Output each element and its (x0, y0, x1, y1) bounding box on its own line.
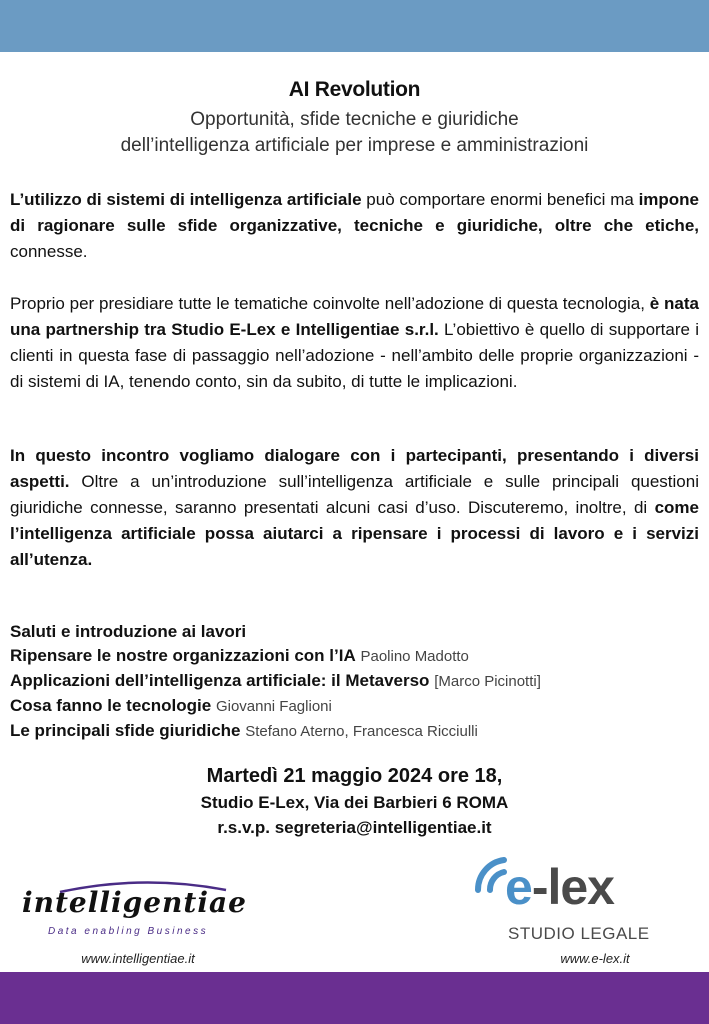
agenda-item (10, 669, 700, 694)
p3-text-1: Oltre a un’introduzione sull’intelligenza artificiale e sulle principali questioni giuridiche connesse, saranno presentati alcuni casi d’uso. Discuteremo, inoltre, di (10, 472, 699, 517)
agenda-item (10, 620, 700, 644)
event-date: Martedì 21 maggio 2024 ore 18, (206, 765, 503, 787)
agenda-title: Applicazioni dell’intelligenza artificiale: il Metaverso (10, 671, 430, 690)
agenda-speaker: [Marco Picinotti] (434, 673, 541, 690)
agenda-title: Cosa fanno le tecnologie (10, 696, 212, 715)
elex-wordmark-e: e (505, 859, 532, 915)
paragraph-meeting (10, 443, 699, 573)
agenda-item (10, 719, 700, 744)
intelligentiae-wordmark: intelligentiae (22, 886, 247, 919)
p3-bold-1: In questo incontro vogliamo dialogare con i partecipanti, presentando i diversi aspetti. (10, 446, 699, 491)
paragraph-partnership (10, 291, 699, 395)
elex-subtitle: STUDIO LEGALE (508, 924, 650, 943)
agenda-speaker: Giovanni Faglioni (215, 698, 332, 715)
p1-bold-1: L’utilizzo di sistemi di intelligenza artificiale (10, 190, 362, 209)
agenda-title: Ripensare le nostre organizzazioni con l’IA (10, 646, 356, 665)
elex-wordmark-rest: -lex (531, 859, 614, 915)
elex-wordmark (505, 858, 614, 916)
subtitle-line-1: Opportunità, sfide tecniche e giuridiche (190, 109, 519, 130)
agenda-list (10, 620, 700, 744)
agenda-speaker: Paolino Madotto (360, 648, 469, 665)
agenda-title: Saluti e introduzione ai lavori (10, 622, 247, 641)
page-title: AI Revolution (288, 78, 421, 101)
bottom-color-bar (0, 972, 709, 1024)
subtitle-line-2: dell’intelligenza artificiale per imprese e amministrazioni (120, 135, 589, 156)
elex-logo (470, 850, 670, 950)
elex-url[interactable]: www.e-lex.it (560, 951, 630, 966)
agenda-item (10, 694, 700, 719)
agenda-item (10, 644, 700, 669)
agenda-speaker: Stefano Aterno, Francesca Ricciulli (245, 723, 478, 740)
p1-bold-2: impone di ragionare sulle sfide organizzative, tecniche e giuridiche, oltre che etiche, (10, 190, 700, 235)
p1-text-1: può comportare enormi benefici ma (361, 190, 639, 209)
p2-bold-1: è nata una partnership tra Studio E-Lex e Intelligentiae s.r.l. (10, 294, 699, 339)
intelligentiae-tagline: Data enabling Business (48, 926, 209, 937)
paragraph-intro (10, 187, 699, 265)
intelligentiae-logo (18, 880, 268, 944)
p2-text-1: Proprio per presidiare tutte le tematiche coinvolte nell’adozione di questa tecnologia, (10, 294, 650, 313)
signal-arcs-icon (470, 850, 510, 920)
agenda-title: Le principali sfide giuridiche (10, 721, 241, 740)
page-subtitle (0, 107, 709, 159)
intelligentiae-url[interactable]: www.intelligentiae.it (81, 951, 195, 966)
p1-text-2: connesse. (10, 242, 88, 261)
event-rsvp[interactable]: r.s.v.p. segreteria@intelligentiae.it (217, 818, 492, 837)
event-place: Studio E-Lex, Via dei Barbieri 6 ROMA (200, 793, 509, 812)
top-color-bar (0, 0, 709, 52)
p3-bold-2: come l’intelligenza artificiale possa aiutarci a ripensare i processi di lavoro e i servizi all’utenza. (10, 498, 699, 569)
event-details (0, 762, 709, 840)
p2-text-2: L’obiettivo è quello di supportare i clienti in questa fase di passaggio nell’adozione - nell’ambito delle proprie organizzazioni - di sistemi di IA, tenendo conto, sin da subito, di tutte le implicazioni. (10, 320, 699, 391)
